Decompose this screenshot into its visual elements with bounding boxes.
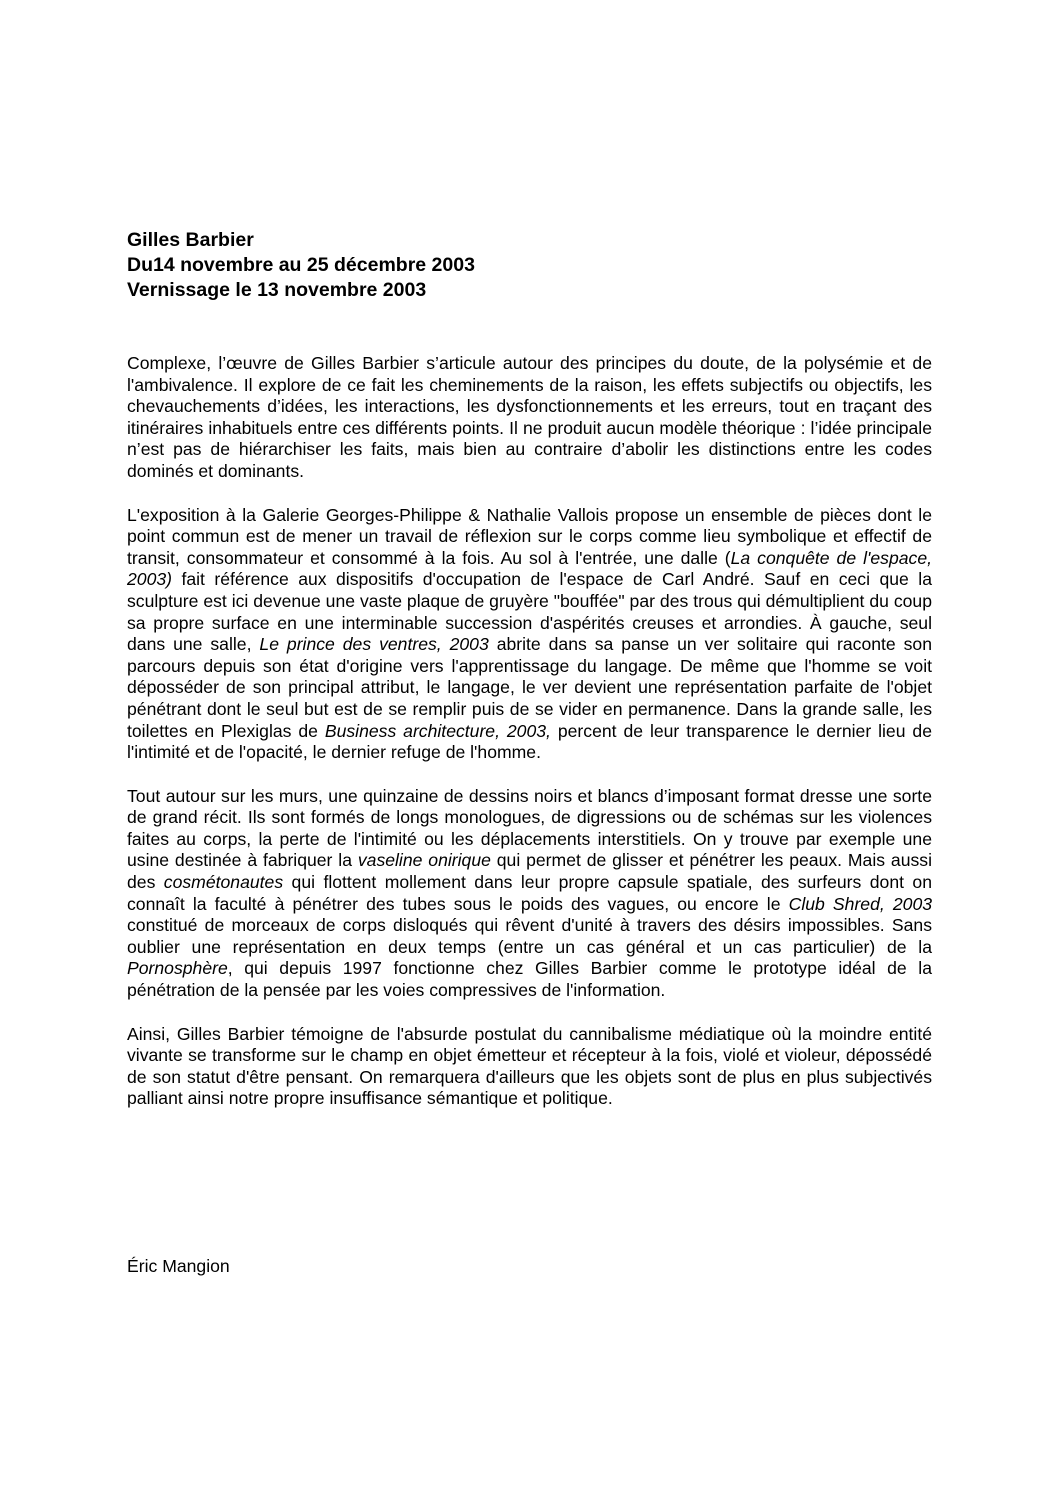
paragraph-text: , qui depuis 1997 fonctionne chez Gilles Barbier comme le prototype idéal de la pénétration de la pensée par les voies compressives de l'information. [127, 958, 932, 1001]
exhibition-dates: Du14 novembre au 25 décembre 2003 [127, 254, 475, 276]
artwork-title: Club Shred, 2003 [788, 893, 933, 914]
paragraph-text: fait référence aux dispositifs d'occupation de l'espace de Carl André. Sauf en ceci que la sculpture est ici devenue une vaste plaque de gruyère "bouffée" par des trous qui démultiplient du coup sa propre surface en une interminable succession d'aspérités creuses et arrondies. À gauche, seul dans une salle, [127, 569, 932, 655]
paragraph-text: abrite dans sa panse un ver solitaire qui raconte son parcours depuis son état d'origine vers l'apprentissage du langage. De même que l'homme se voit déposséder de son principal attribut, le langage, le ver devient une représentation parfaite de l'objet pénétrant dont le seul but est de se remplir puis de se vider en permanence. Dans la grande salle, les toilettes en Plexiglas de [127, 634, 932, 741]
paragraph-conclusion: Ainsi, Gilles Barbier témoigne de l'absurde postulat du cannibalisme médiatique où la moindre entité vivante se transforme sur le champ en objet émetteur et récepteur à la fois, violé et violeur, dépossédé de son statut d'être pensant. On remarquera d'ailleurs que les objets sont de plus en plus subjectivés palliant ainsi notre propre insuffisance sémantique et politique. [127, 1023, 932, 1109]
exhibition-header [127, 228, 932, 303]
opening-date: Vernissage le 13 novembre 2003 [127, 279, 427, 301]
paragraph-text: qui flottent mollement dans leur propre capsule spatiale, des surfeurs dont on connaît la faculté à pénétrer des tubes sous le poids des vagues, ou encore le [127, 872, 932, 914]
paragraph-intro: Complexe, l’œuvre de Gilles Barbier s’articule autour des principes du doute, de la polysémie et de l'ambivalence. Il explore de ce fait les cheminements de la raison, les effets subjectifs ou objectifs, les chevauchements d’idées, les interactions, les dysfonctionnements et les erreurs, tout en traçant des itinéraires inhabituels entre ces différents points. Il ne produit aucun modèle théorique : l’idée principale n’est pas de hiérarchiser les faits, mais bien au contraire d’abolir les distinctions entre les codes dominés et dominants. [127, 353, 932, 481]
artwork-title: Le prince des ventres, 2003 [259, 634, 489, 655]
author-signature: Éric Mangion [127, 1256, 230, 1276]
paragraph-exhibition [127, 505, 932, 764]
artwork-term: cosmétonautes [163, 872, 284, 893]
artwork-title: Business architecture, 2003, [324, 720, 551, 741]
paragraph-text: Tout autour sur les murs, une quinzaine de dessins noirs et blancs d’imposant format dresse une sorte de grand récit. Ils sont formés de longs monologues, de digressions ou de schémas sur les violences faites au corps, la perte de l'intimité ou les déplacements interstitiels. On y trouve par exemple une usine destinée à fabriquer la [127, 785, 932, 871]
artwork-term: vaseline onirique [357, 850, 491, 871]
paragraph-text: qui permet de glisser et pénétrer les peaux. Mais aussi des [127, 850, 932, 893]
artwork-term: Pornosphère [127, 958, 228, 979]
artist-name: Gilles Barbier [127, 229, 254, 251]
paragraph-drawings [127, 786, 932, 1002]
paragraph-text: constitué de morceaux de corps disloqués qui rêvent d'unité à travers des désirs impossibles. Sans oublier une représentation en deux temps (entre un cas général et un cas particulier) de la [127, 915, 932, 957]
document-body [127, 228, 932, 1110]
paragraph-text: L'exposition à la Galerie Georges-Philippe & Nathalie Vallois propose un ensemble de pièces dont le point commun est de mener un travail de réflexion sur le corps comme lieu symbolique et effectif de transit, consommateur et consommé à la fois. Au sol à l'entrée, une dalle ( [127, 504, 932, 568]
paragraph-text: percent de leur transparence le dernier lieu de l'intimité et de l'opacité, le dernier refuge de l'homme. [127, 720, 932, 763]
artwork-title: La conquête de l'espace, 2003) [127, 547, 932, 590]
